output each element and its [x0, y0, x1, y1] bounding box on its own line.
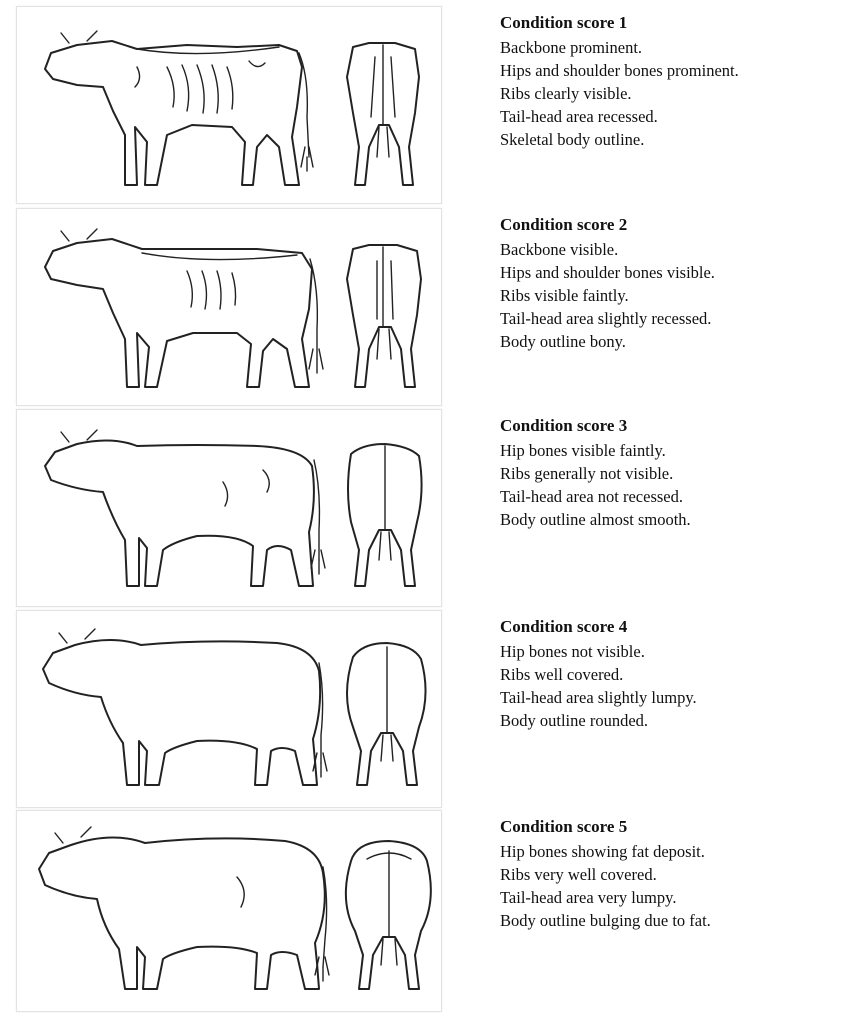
- cow-side-view-2: [45, 229, 323, 387]
- condition-description-3: [500, 415, 840, 531]
- condition-line: Backbone prominent.: [500, 38, 643, 57]
- cow-illustration-1: [17, 7, 441, 203]
- condition-line: Ribs very well covered.: [500, 865, 657, 884]
- condition-row-1: [0, 6, 850, 206]
- cow-side-view-4: [43, 629, 327, 785]
- condition-title-3: Condition score 3: [500, 416, 628, 435]
- cow-side-view-5: [39, 827, 329, 989]
- cow-illustration-2: [17, 209, 441, 405]
- cow-side-view-1: [45, 31, 313, 185]
- cow-illustration-5: [17, 811, 441, 1011]
- cow-illustration-panel-3: [16, 409, 442, 607]
- condition-title-1: Condition score 1: [500, 13, 628, 32]
- condition-description-5: [500, 816, 840, 932]
- condition-line: Hip bones not visible.: [500, 642, 645, 661]
- condition-line: Ribs visible faintly.: [500, 286, 629, 305]
- condition-line: Tail-head area slightly lumpy.: [500, 688, 697, 707]
- cow-rear-view-2: [347, 245, 421, 387]
- condition-line: Tail-head area not recessed.: [500, 487, 683, 506]
- condition-line: Body outline bony.: [500, 332, 626, 351]
- condition-title-4: Condition score 4: [500, 617, 628, 636]
- condition-row-4: [0, 610, 850, 810]
- condition-title-5: Condition score 5: [500, 817, 628, 836]
- condition-line: Hips and shoulder bones prominent.: [500, 61, 739, 80]
- cow-rear-view-3: [348, 444, 422, 586]
- cow-side-view-3: [45, 430, 325, 586]
- condition-line: Ribs clearly visible.: [500, 84, 632, 103]
- cow-illustration-4: [17, 611, 441, 807]
- condition-description-1: [500, 12, 840, 151]
- condition-line: Body outline almost smooth.: [500, 510, 691, 529]
- condition-line: Ribs generally not visible.: [500, 464, 674, 483]
- condition-row-5: [0, 810, 850, 1010]
- condition-line: Tail-head area slightly recessed.: [500, 309, 712, 328]
- condition-description-4: [500, 616, 840, 732]
- cow-rear-view-5: [346, 841, 431, 989]
- cow-illustration-panel-5: [16, 810, 442, 1012]
- condition-line: Body outline bulging due to fat.: [500, 911, 711, 930]
- condition-line: Ribs well covered.: [500, 665, 624, 684]
- condition-line: Hip bones visible faintly.: [500, 441, 666, 460]
- condition-line: Skeletal body outline.: [500, 130, 645, 149]
- condition-line: Tail-head area recessed.: [500, 107, 658, 126]
- condition-row-2: [0, 208, 850, 408]
- condition-line: Body outline rounded.: [500, 711, 649, 730]
- cow-illustration-panel-2: [16, 208, 442, 406]
- condition-row-3: [0, 409, 850, 609]
- condition-line: Hips and shoulder bones visible.: [500, 263, 715, 282]
- cow-illustration-panel-4: [16, 610, 442, 808]
- cow-rear-view-1: [347, 43, 419, 185]
- condition-line: Hip bones showing fat deposit.: [500, 842, 705, 861]
- condition-title-2: Condition score 2: [500, 215, 628, 234]
- cow-illustration-panel-1: [16, 6, 442, 204]
- condition-line: Tail-head area very lumpy.: [500, 888, 677, 907]
- condition-description-2: [500, 214, 840, 353]
- cow-illustration-3: [17, 410, 441, 606]
- cow-rear-view-4: [347, 643, 426, 785]
- condition-line: Backbone visible.: [500, 240, 619, 259]
